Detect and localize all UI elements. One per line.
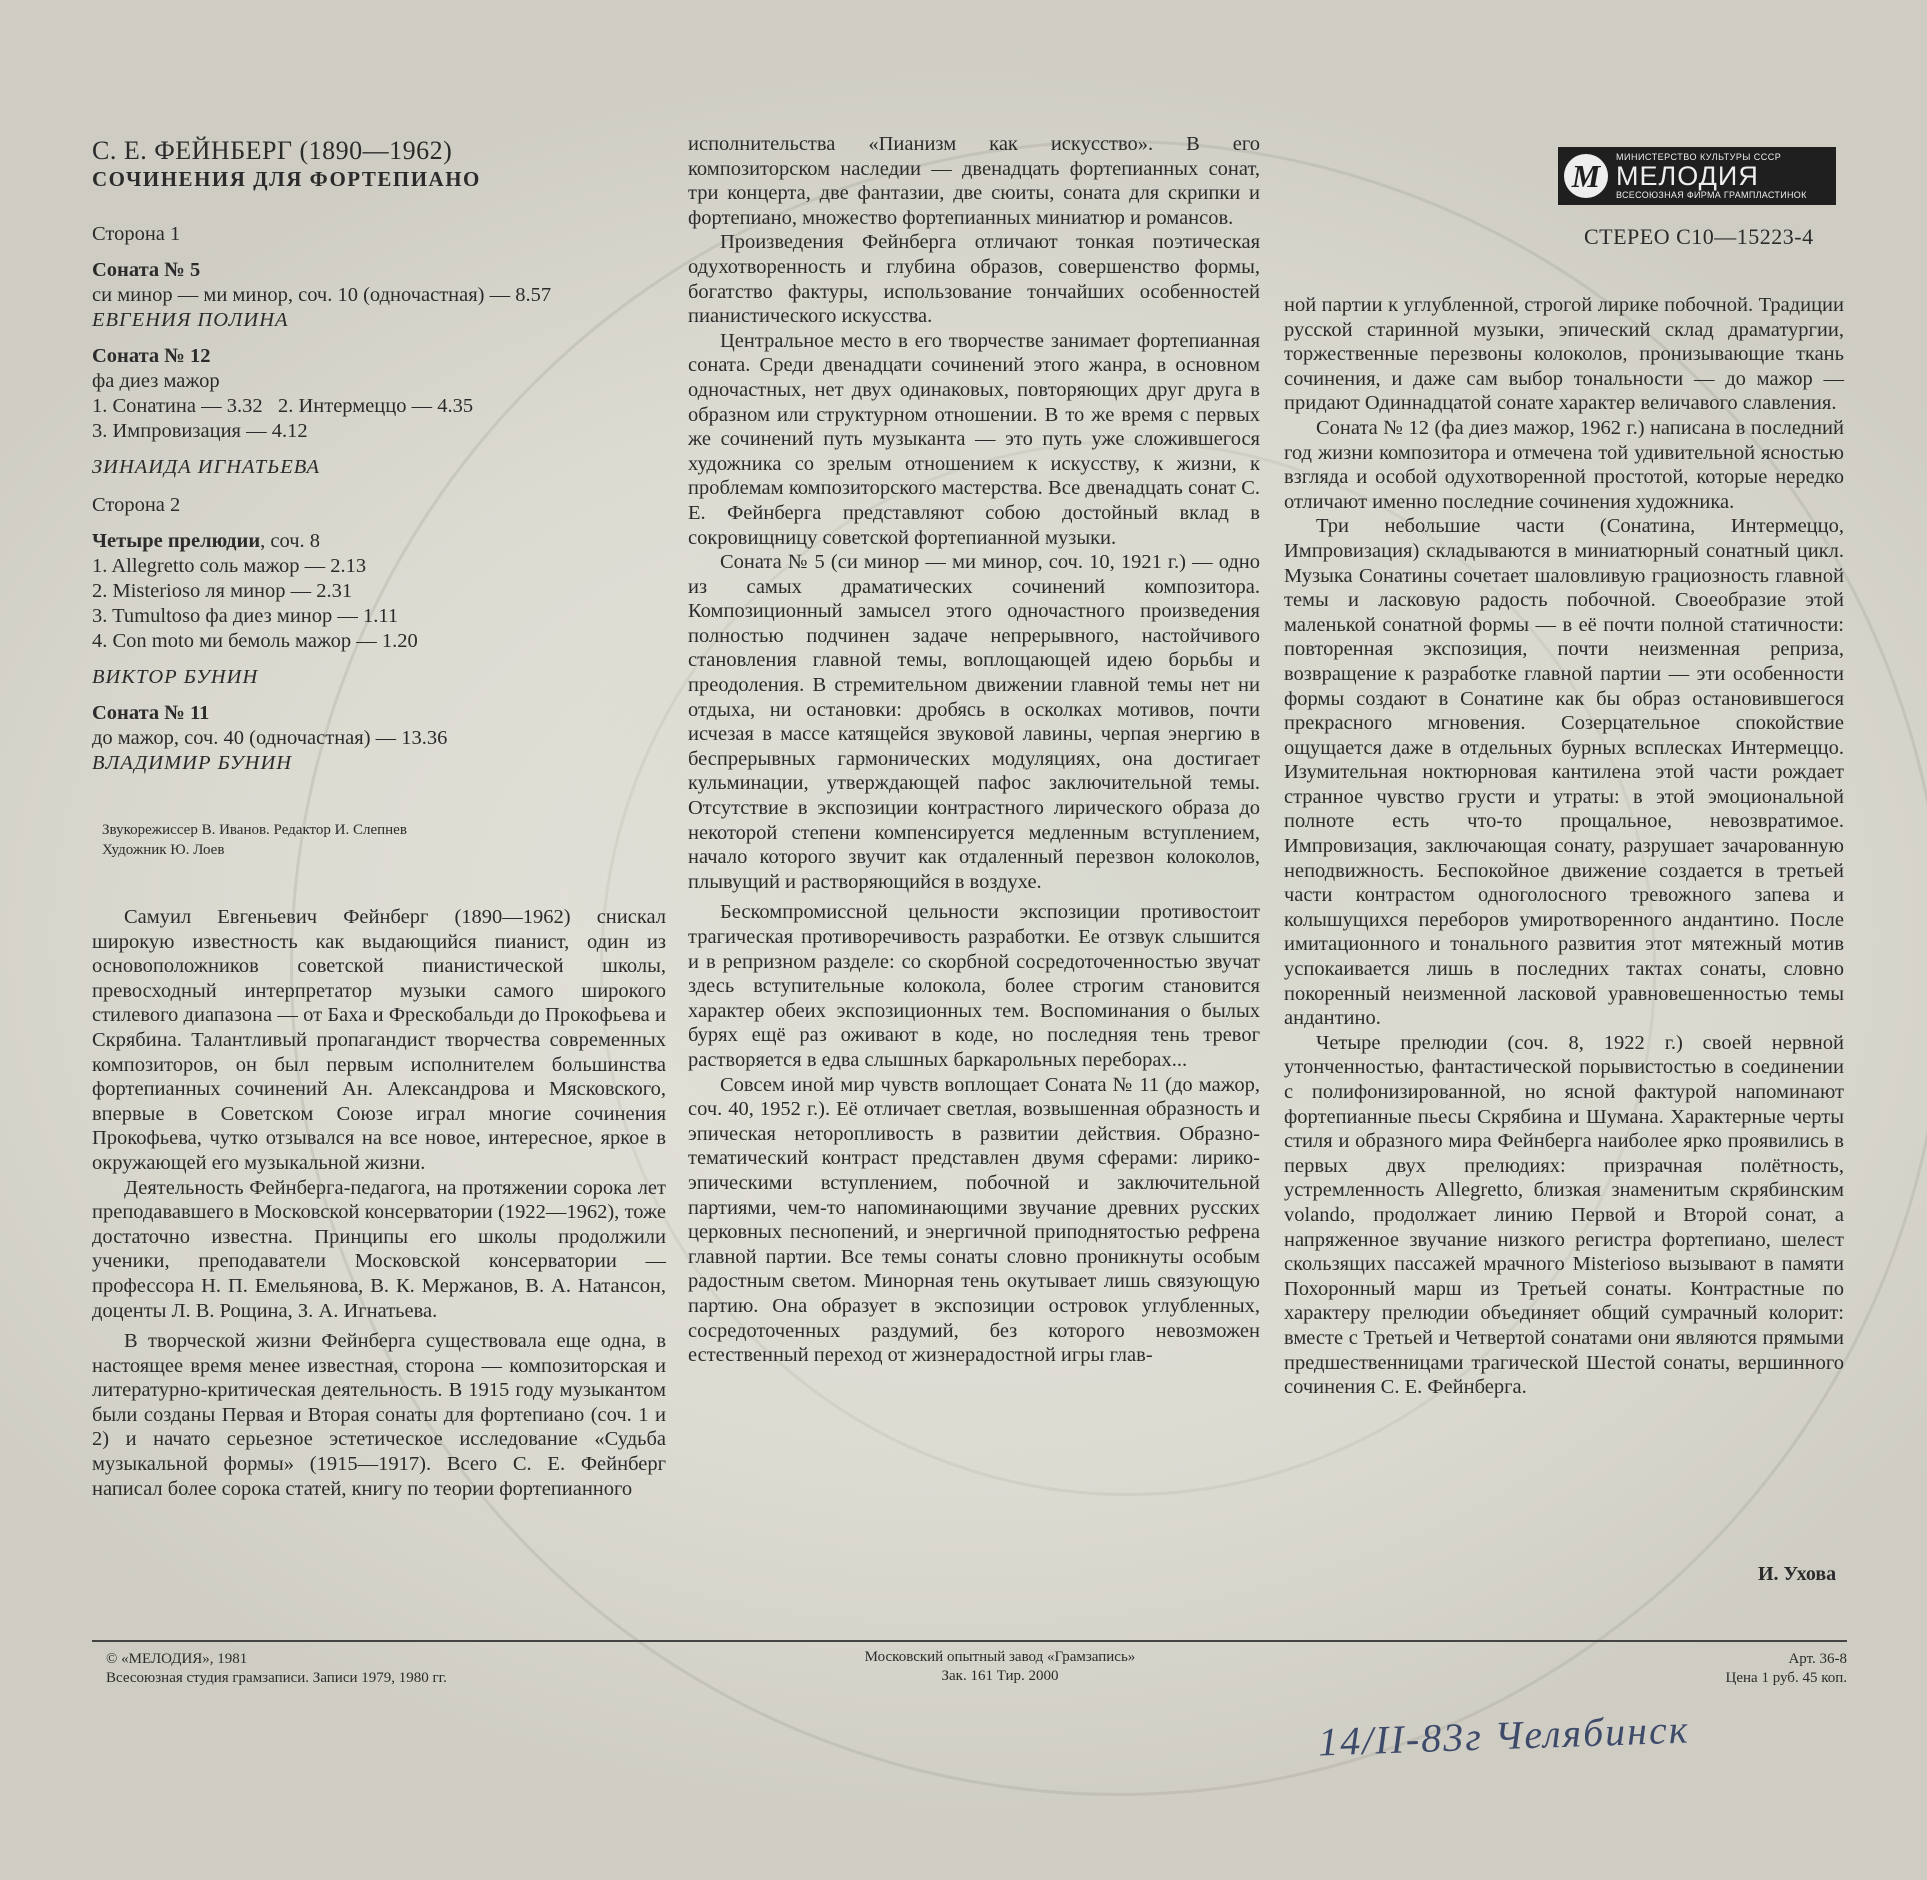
footer-divider — [92, 1640, 1847, 1642]
prelude-3: 3. Tumultoso фа диез минор — 1.11 — [92, 605, 399, 627]
sonata-12-parts-line-2: 3. Импровизация — 4.12 — [92, 420, 308, 442]
sonata-11-performer: ВЛАДИМИР БУНИН — [92, 752, 293, 774]
footer-article: Арт. 36-8 — [1788, 1651, 1847, 1667]
notes-paragraph: Деятельность Фейнберга-педагога, на протяжении сорока лет преподававшего в Московской консерватории (1922—1962), тоже достаточно известна. Принципы его школы продолжили ученики, преподаватели Московской консерватории — профессора Н. П. Емельянова, В. К. Мержанов, В. А. Натансон, доценты Л. В. Рощина, З. А. Игнатьева. — [92, 1176, 666, 1322]
footer-right — [1640, 1650, 1847, 1688]
preludes-opus: , соч. 8 — [260, 530, 321, 552]
logo-firm: ВСЕСОЮЗНАЯ ФИРМА ГРАМПЛАСТИНОК — [1616, 189, 1807, 200]
credits-line-1: Звукорежиссер В. Иванов. Редактор И. Слепнев — [102, 822, 407, 838]
footer-plant: Московский опытный завод «Грамзапись» — [864, 1649, 1136, 1665]
notes-author: И. Ухова — [1758, 1563, 1837, 1585]
sonata-11-title: Соната № 11 — [92, 702, 210, 724]
prelude-2: 2. Misterioso ля минор — 2.31 — [92, 580, 353, 602]
credits-line-2: Художник Ю. Лоев — [102, 842, 225, 858]
sonata-12-title: Соната № 12 — [92, 345, 211, 367]
album-subtitle: СОЧИНЕНИЯ ДЛЯ ФОРТЕПИАНО — [92, 167, 481, 191]
notes-paragraph: исполнительства «Пианизм как искусство». В его композиторском наследии — двенадцать фортепианных сонат, три концерта, две фантазии, две сюиты, соната для скрипки и фортепиано, множество фортепианных миниатюр и романсов. — [688, 133, 1260, 229]
preludes-title: Четыре прелюдии — [92, 530, 261, 552]
sonata-11-detail: до мажор, соч. 40 (одночастная) — 13.36 — [92, 727, 448, 749]
footer-studio: Всесоюзная студия грамзаписи. Записи 1979, 1980 гг. — [106, 1670, 447, 1686]
album-title: С. Е. ФЕЙНБЕРГ (1890—1962) — [92, 136, 453, 165]
melodiya-emblem-icon: М — [1564, 154, 1608, 198]
sonata-5-performer: ЕВГЕНИЯ ПОЛИНА — [92, 309, 289, 331]
notes-paragraph: Соната № 12 (фа диез мажор, 1962 г.) написана в последний год жизни композитора и отмечена той удивительной ясностью взгляда и особой одухотворенной простотой, которые нередко отличают именно последние сочинения художника. — [1284, 416, 1844, 513]
notes-column-right — [1284, 293, 1844, 1400]
logo-ministry: МИНИСТЕРСТВО КУЛЬТУРЫ СССР — [1616, 151, 1782, 162]
footer-left — [106, 1650, 447, 1688]
notes-paragraph: Совсем иной мир чувств воплощает Соната № 11 (до мажор, соч. 40, 1952 г.). Её отличает светлая, возвышенная образность и эпическая неторопливость в развитии действия. Образно-тематический контраст представлен двумя сферами: лирико-эпическими вступлением, побочной и заключительной партиями, чем-то напоминающими звучание древних русских церковных песнопений, и энергичной приподнятостью рефрена главной партии. Все темы сонаты словно проникнуты особым радостным светом. Минорная тень окутывает лишь связующую партию. Она образует в экспозиции островок углубленных, сосредоточенных раздумий, без которого невозможен естественный переход от жизнерадостной игры глав- — [688, 1073, 1260, 1367]
notes-paragraph: Три небольшие части (Сонатина, Интермеццо, Импровизация) складываются в миниатюрный сонатный цикл. Музыка Сонатины сочетает шаловливую грациозность главной темы и ласковую радость побочной. Своеобразие этой маленькой сонатной формы — в её почти полной статичности: повторенная экспозиция, почти неизменная реприза, возвращение к разработке главной партии — эти особенности формы создают в Сонатине как бы образ остановившегося прекрасного мгновения. Созерцательное спокойствие ощущается даже в отдельных бурных всплесках Интермеццо. Изумительная ноктюрновая кантилена этой части рождает странное чувство грусти и утраты: в этой эмоциональной полноте есть что-то прощальное, невозвратимое. Импровизация, заключающая сонату, разрушает зачарованную неподвижность. Беспокойное движение создается в третьей части контрастом одноголосного тревожного запева и колышущихся переборов умиротворенного андантино. После имитационного и тонального развития этот мятежный мотив успокаивается лишь в последних тактах сонаты, словно покоренный неизменной ласковой уравновешенностью темы андантино. — [1284, 515, 1844, 1030]
side-2-label: Сторона 2 — [92, 494, 181, 516]
notes-paragraph: Бескомпромиссной цельности экспозиции противостоит трагическая противоречивость разработки. Ее отзвук слышится и в репризном разделе: со скорбной сосредоточенностью звучат здесь вступительные колокола, более строгим становится характер обеих экспозиционных тем. Воспоминания о былых бурях ещё раз оживают в коде, но последняя тень тревог растворяется в едва слышных баркарольных переборах... — [688, 901, 1260, 1071]
notes-paragraph: ной партии к углубленной, строгой лирике побочной. Традиции русской старинной музыки, эпический склад драматургии, торжественные перезвоны колоколов, пронизывающие ткань сочинения, и даже сам выбор тональности — до мажор — придают Одиннадцатой сонате характер величавого славления. — [1284, 294, 1844, 415]
footer-center — [820, 1648, 1180, 1686]
notes-column-middle — [688, 132, 1260, 1368]
sonata-5-detail: си минор — ми минор, соч. 10 (одночастная) — 8.57 — [92, 284, 552, 306]
notes-paragraph: Центральное место в его творчестве занимает фортепианная соната. Среди двенадцати сочинений этого жанра, в основном одночастных, нет двух одинаковых, повторяющих друг друга в образном или структурном отношении. В то же время с первых же сочинений путь музыканта — это путь уже сложившегося художника со зрелым отношением к искусству, к жизни, к проблемам композиторского мастерства. Все двенадцать сонат С. Е. Фейнберга представляют собою достойный вклад в сокровищницу советской фортепианной музыки. — [688, 329, 1260, 549]
logo-text — [1616, 152, 1807, 201]
notes-paragraph: Произведения Фейнберга отличают тонкая поэтическая одухотворенность и глубина образов, совершенство формы, богатство фактуры, использование тончайших особенностей пианистического искусства. — [688, 231, 1260, 328]
sonata-12-parts-line-1: 1. Сонатина — 3.32 2. Интермеццо — 4.35 — [92, 395, 474, 417]
notes-paragraph: Четыре прелюдии (соч. 8, 1922 г.) своей нервной утонченностью, фантастической порывистостью в соединении с полифонизированной, но ясной фактурой напоминают фортепианные пьесы Скрябина и Шумана. Характерные черты стиля и образного мира Фейнберга наиболее ярко проявились в первых двух прелюдиях: призрачная полётность, устремленность Allegretto, близкая знаменитым скрябинским volando, продолжает линию Первой и Второй сонат, а напряженное звучание низкого регистра фортепиано, шелест скользящих пассажей мрачного Misterioso вызывают в памяти Похоронный марш из Третьей сонаты. Контрастные по характеру прелюдии объединяет общий сумрачный колорит: вместе с Третьей и Четвертой сонатами они являются прямыми предшественницами трагической Шестой сонаты, вершинного сочинения С. Е. Фейнберга. — [1284, 1031, 1844, 1399]
footer-copyright: © «МЕЛОДИЯ», 1981 — [106, 1651, 248, 1667]
logo-name: МЕЛОДИЯ — [1616, 160, 1759, 191]
notes-paragraph: Самуил Евгеньевич Фейнберг (1890—1962) снискал широкую известность как выдающийся пианист, один из основоположников советской пианистической школы, превосходный интерпретатор музыки самого широкого стилевого диапазона — от Баха и Фрескобальди до Прокофьева и Скрябина. Талантливый пропагандист творчества современных композиторов, он был первым исполнителем большинства фортепианных сочинений Ан. Александрова и Мясковского, впервые в Советском Союзе играл многие сочинения Прокофьева, чутко отзывался на все новое, интересное, яркое в окружающей его музыкальной жизни. — [92, 906, 666, 1174]
notes-paragraph: Соната № 5 (си минор — ми минор, соч. 10, 1921 г.) — одно из самых драматических сочинений композитора. Композиционный замысел этого одночастного произведения полностью подчинен задаче непрерывного, настойчивого становления главной темы, воплощающей идею борьбы и преодоления. В стремительном движении главной темы нет ни отдыха, ни остановки: дробясь в осколках мотивов, почти исчезая в массе катящейся звуковой лавины, черпая энергию в беспрерывных гармонических модуляциях, она достигает кульминации, утверждающей пафос заключительной темы. Отсутствие в экспозиции контрастного лирического образа до некоторой степени компенсируется медленным вступлением, начало которого звучит как отдаленный перезвон колоколов, плывущий и растворяющийся в воздухе. — [688, 551, 1260, 893]
footer-order: Зак. 161 Тир. 2000 — [941, 1668, 1059, 1684]
notes-column-left — [92, 905, 666, 1501]
notes-paragraph: В творческой жизни Фейнберга существовала еще одна, в настоящее время менее известная, сторона — композиторская и литературно-критическая деятельность. В 1915 году музыкантом были созданы Первая и Вторая сонаты для фортепиано (соч. 1 и 2) и начато серьезное эстетическое исследование «Судьба музыкальной формы» (1915—1917). Всего С. Е. Фейнберг написал более сорока статей, книгу по теории фортепианного — [92, 1330, 666, 1500]
preludes-performer: ВИКТОР БУНИН — [92, 666, 259, 688]
prelude-1: 1. Allegretto соль мажор — 2.13 — [92, 555, 367, 577]
tracklist — [92, 220, 672, 776]
sonata-12-performer: ЗИНАИДА ИГНАТЬЕВА — [92, 456, 321, 478]
melodiya-logo — [1558, 147, 1836, 205]
handwritten-note: 14/ІІ-83г Челябинск — [1317, 1706, 1691, 1765]
production-credits — [102, 820, 407, 860]
prelude-4: 4. Con moto ми бемоль мажор — 1.20 — [92, 630, 418, 652]
footer-price: Цена 1 руб. 45 коп. — [1725, 1670, 1847, 1686]
preludes-heading — [92, 529, 672, 554]
sonata-12-key: фа диез мажор — [92, 370, 220, 392]
sonata-5-title: Соната № 5 — [92, 259, 201, 281]
catalog-number: СТЕРЕО С10—15223-4 — [1584, 224, 1814, 249]
side-1-label: Сторона 1 — [92, 223, 181, 245]
